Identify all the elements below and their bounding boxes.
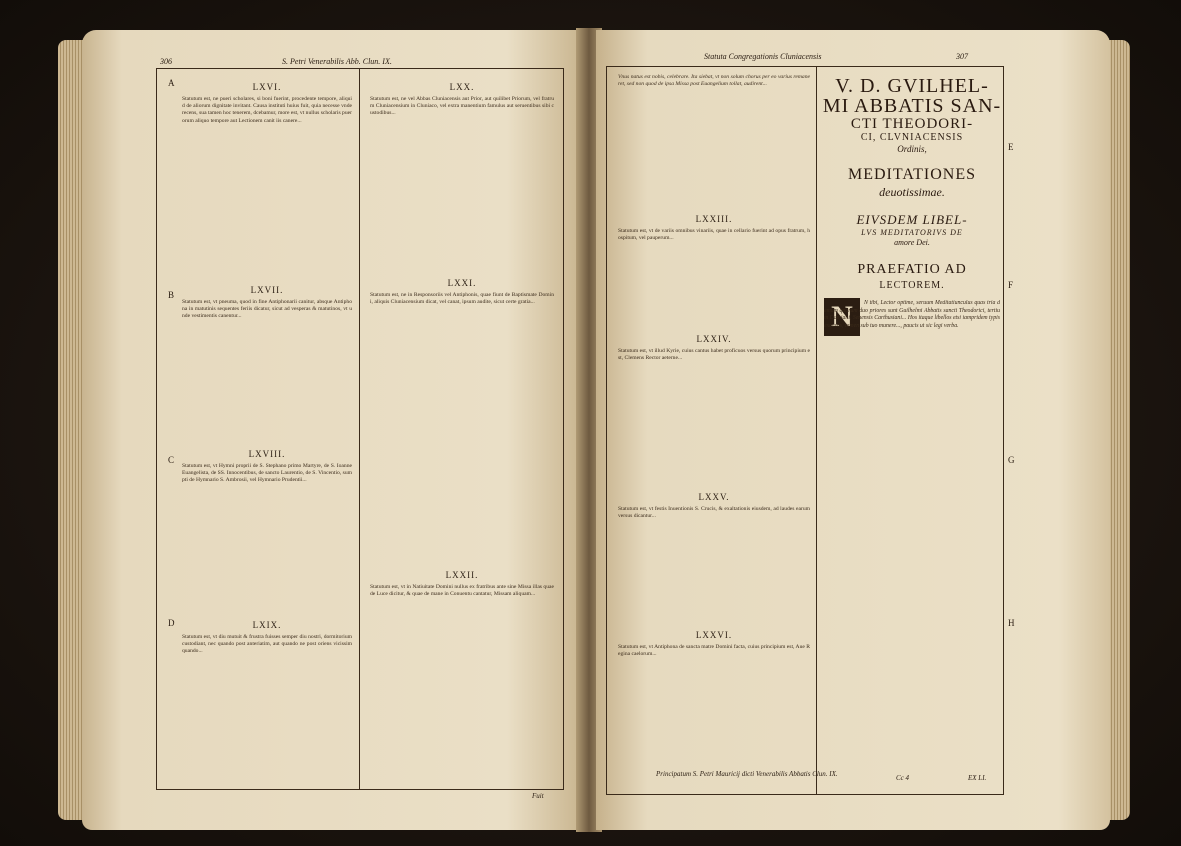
section-heading: LXVII.	[250, 285, 284, 295]
devotissimae-subtitle: deuotissimae.	[879, 185, 945, 199]
section-heading: LXVI.	[252, 82, 282, 92]
section-heading: LXXIV.	[696, 334, 732, 344]
title-line: Ordinis,	[897, 144, 927, 154]
section-text: Statutum est, vt de variis omnibus vinariis, quae in cellario fuerint ad opus fratrum, hospitum, vel pauperum...	[618, 228, 810, 242]
title-line: MI ABBATIS SAN-	[822, 95, 1002, 117]
preface-text: N tibi, Lector optime, seruum Meditatiunculus quas tria demum quarum duo priores sunt Guilhelmi Abbatis sancti Theodorici, tertium Damiani, Senensis Carthusiani... Hos itaque libellos etsi iampridem typis excusos, tamen sub tuo munere..., paucis ut sic legi verba.	[824, 300, 1000, 329]
section-text: Statutum est, vt pneuma, quod in fine Antiphonarii canitur, absque Antiphona in matutinis sequentes feriis dicatur, sicut ad vesperas & matutinos, vt unde vestimentis canentur...	[182, 299, 352, 320]
margin-letter-h: H	[1008, 618, 1015, 628]
libellus-subtitle: LVS MEDITATORIVS DE	[861, 228, 963, 237]
section-text: Statutum est, vt Antiphona de sancta matre Domini facta, cuius principium est, Aue Regina caelorum...	[618, 644, 810, 658]
footer-note: Principatum S. Petri Mauricij dicti Venerabilis Abbatis Clun. IX.	[656, 770, 838, 778]
running-head-right: Statuta Congregationis Cluniacensis	[704, 52, 822, 61]
eiusdem-title: EIVSDEM LIBEL-	[856, 212, 968, 227]
page-number-left: 306	[160, 57, 172, 66]
section-text: Vnus natus est nobis, celebrare. Ita siebat, vt non solum chorus per eo varius remaneret, sed non quod de ipsa Missa post Euangelium tollat, audirent...	[618, 74, 810, 88]
right-page	[596, 30, 1110, 830]
praefatio-heading: PRAEFATIO AD	[857, 262, 967, 277]
meditationes-title: MEDITATIONES	[847, 166, 977, 183]
running-head-left: S. Petri Venerabilis Abb. Clun. IX.	[282, 57, 392, 66]
margin-letter-g: G	[1008, 455, 1015, 465]
amore-subtitle: amore Dei.	[894, 238, 930, 247]
signature-mark: EX LI.	[968, 774, 987, 782]
lectorem-heading: LECTOREM.	[879, 280, 945, 291]
section-heading: LXXI.	[447, 278, 477, 288]
section-heading: LXXIII.	[695, 214, 733, 224]
signature-mark: Cc 4	[896, 774, 910, 782]
margin-letter-c: C	[168, 455, 175, 465]
page-number-right: 307	[956, 52, 968, 61]
section-text: Statutum est, vt diu mutuit & frustra fuisses semper diu nostri, dormitorium custodiant, nec quando post anteriatim, aut quando ne post oriens vicissim quando...	[182, 634, 352, 655]
column-rule-left	[359, 68, 360, 790]
title-line: V. D. GVILHEL-	[835, 75, 989, 97]
section-heading: LXXVI.	[695, 630, 733, 640]
title-line: CI, CLVNIACENSIS	[860, 132, 964, 143]
catchword-left: Fuit	[532, 792, 544, 800]
title-line: CTI THEODORI-	[850, 116, 974, 132]
margin-letter-f: F	[1008, 280, 1014, 290]
left-page	[82, 30, 582, 830]
decorated-initial: N	[824, 298, 860, 336]
column-rule-right	[816, 66, 817, 795]
margin-letter-b: B	[168, 290, 175, 300]
section-text: Statutum est, ne in Responsoriis vel Antiphonis, quae fiunt de Baptismate Domini, aliquis Cluniacensium dicat, vel canat, ipsum audite, sicut certe gratia...	[370, 292, 554, 306]
margin-letter-a: A	[168, 78, 175, 88]
section-text: Statutum est, vt illud Kyrie, cuius cantus habet proficuos versus quorum principium est, Clemens Rector aeterne...	[618, 348, 810, 362]
section-heading: LXXII.	[445, 570, 479, 580]
section-text: Statutum est, vt festis Inuentionis S. Crucis, & exaltationis eiusdem, ad laudes earum versus dicantur...	[618, 506, 810, 520]
section-text: Statutum est, vt in Natiuitate Domini nullus ex fratribus ante sine Missa illas quae de Luce dicitur, & quae de mane in Conuentu cantatur, Missam aliquam...	[370, 584, 554, 598]
margin-letter-d: D	[168, 618, 175, 628]
section-heading: LXIX.	[252, 620, 282, 630]
section-heading: LXVIII.	[248, 449, 286, 459]
section-heading: LXXV.	[698, 492, 730, 502]
section-text: Statutum est, ne vel Abbas Cluniacensis aut Prior, aut quilibet Priorum, vel fratrum Cluniacensium in Cluniaco, vel extra manentium famulus aut seruentibus sibi custodibus...	[370, 96, 554, 117]
section-heading: LXX.	[449, 82, 475, 92]
section-text: Statutum est, vt Hymni proprii de S. Stephano primo Martyre, de S. Ioanne Euangelista, de SS. Innocentibus, de sancto Laurentio, de S. Vincentio, sumpti de Hymnario S. Ambrosii, vel Hymnario Prudentii...	[182, 463, 352, 484]
margin-letter-e: E	[1008, 142, 1014, 152]
section-text: Statutum est, ne pueri scholares, si boni fuerint, procedente tempore, aliquid de aliorum dignitate invitant. Causa instituti huius fuit, quia necesse vnde recens, sua tamen hoc tenerem, dcebamur, more est, vt nullus scholaris puerorum aliquo tempore aut Lectionem canit iis canere...	[182, 96, 352, 124]
